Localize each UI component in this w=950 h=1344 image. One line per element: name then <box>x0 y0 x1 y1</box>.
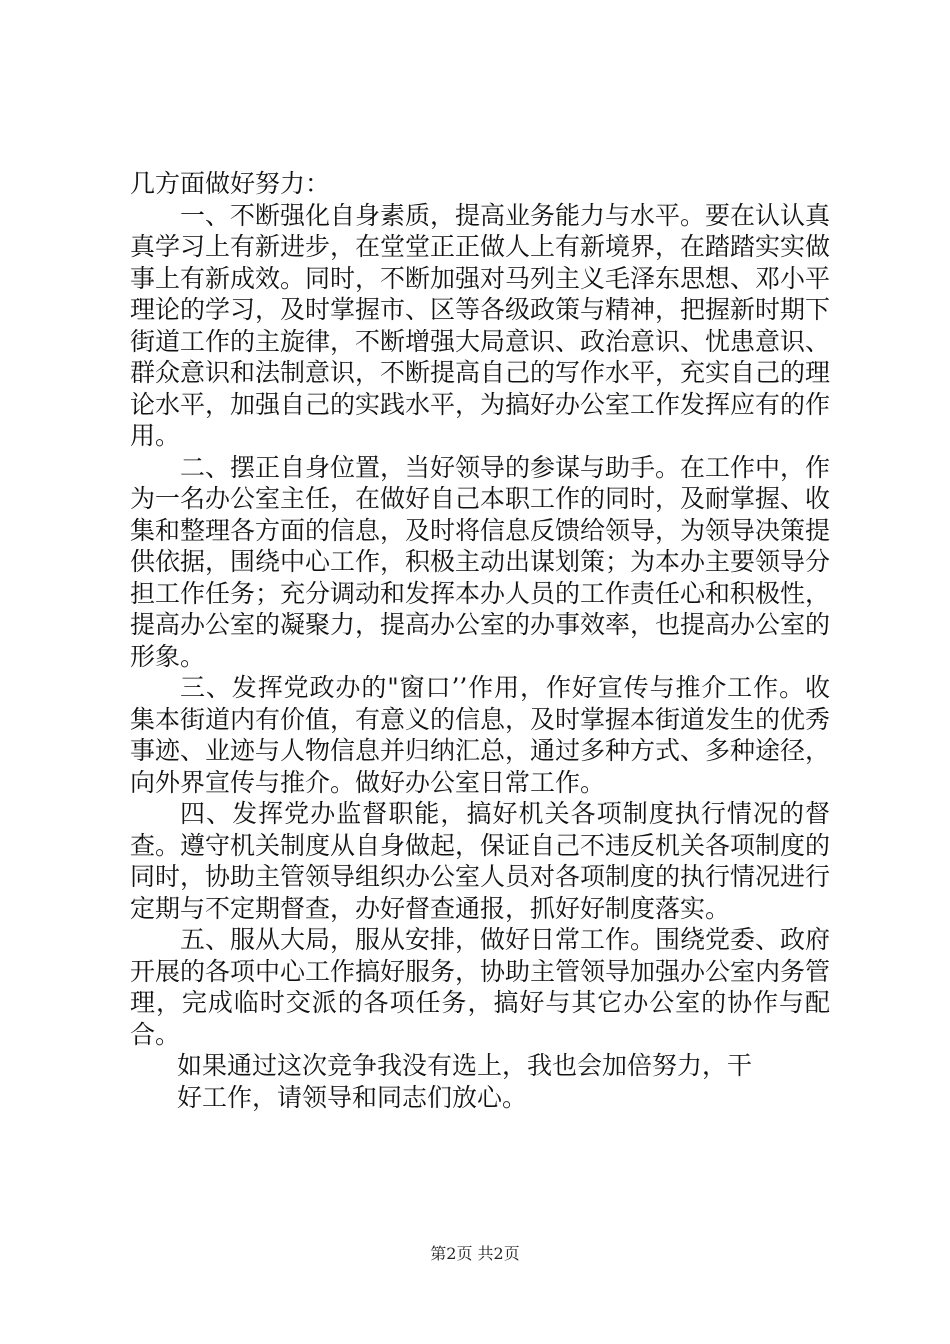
paragraph-intro: 几方面做好努力： <box>130 169 331 198</box>
paragraph-item-2: 二、摆正自身位置，当好领导的参谋与助手。在工作中，作为一名办公室主任，在做好自己本职工作的同时，及耐掌握、收集和整理各方面的信息，及时将信息反馈给领导，为领导决策提供依据，围绕中心工作，积极主动出谋划策；为本办主要领导分担工作任务；充分调动和发挥本办人员的工作责任心和积极性，提高办公室的凝聚力，提高办公室的办事效率，也提高办公室的形象。 <box>130 452 831 671</box>
paragraph-item-1: 一、不断强化自身素质，提高业务能力与水平。要在认认真真学习上有新进步，在堂堂正正做人上有新境界，在踏踏实实做事上有新成效。同时，不断加强对马列主义毛泽东思想、邓小平理论的学习，及时掌握市、区等各级政策与精神，把握新时期下街道工作的主旋律，不断增强大局意识、政治意识、忧患意识、群众意识和法制意识，不断提高自己的写作水平，充实自己的理论水平，加强自己的实践水平，为搞好办公室工作发挥应有的作用。 <box>130 200 831 450</box>
closing-line-2: 好工作，请领导和同志们放心。 <box>177 1082 528 1112</box>
paragraph-item-5: 五、服从大局，服从安排，做好日常工作。围绕党委、政府开展的各项中心工作搞好服务，协助主管领导加强办公室内务管理，完成临时交派的各项任务，搞好与其它办公室的协作与配合。 <box>130 925 831 1049</box>
paragraph-item-4: 四、发挥党办监督职能，搞好机关各项制度执行情况的督查。遵守机关制度从自身做起，保证自己不违反机关各项制度的同时，协助主管领导组织办公室人员对各项制度的执行情况进行定期与不定期督查，办好督查通报，抓好好制度落实。 <box>130 799 831 923</box>
paragraph-item-3: 三、发挥党政办的"窗口’’作用，作好宣传与推介工作。收集本街道内有价值，有意义的信息，及时掌握本街道发生的优秀事迹、业迹与人物信息并归纳汇总，通过多种方式、多种途径，向外界宣传与推介。做好办公室日常工作。 <box>130 673 831 797</box>
page-footer: 第2页 共2页 <box>430 1244 520 1263</box>
closing-line-1: 如果通过这次竞争我没有选上，我也会加倍努力，干 <box>177 1051 753 1080</box>
document-body <box>130 168 830 1113</box>
